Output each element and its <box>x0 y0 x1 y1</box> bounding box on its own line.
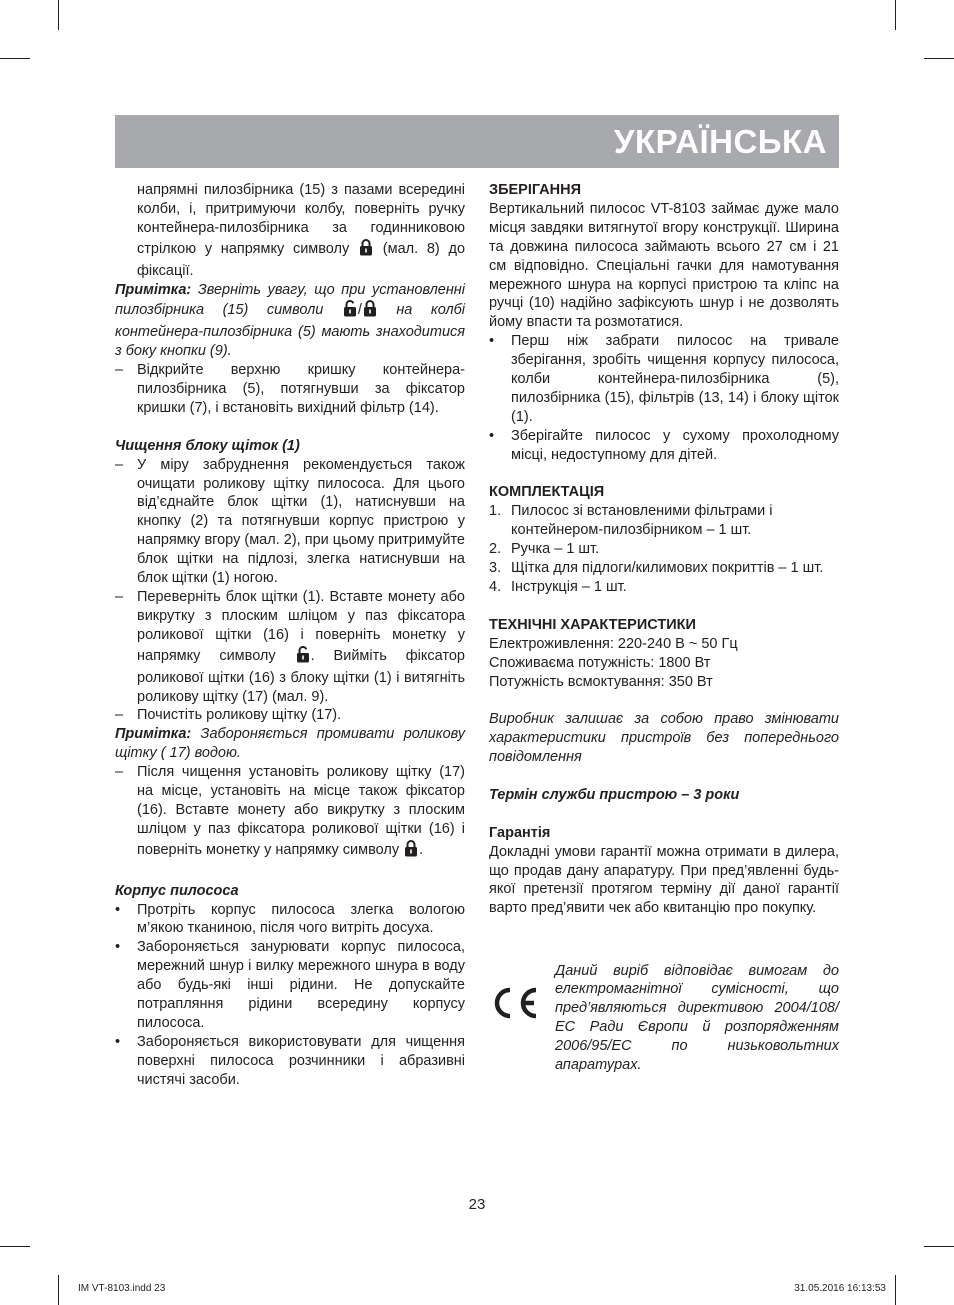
section-heading-specs: ТЕХНІЧНІ ХАРАКТЕРИСТИКИ <box>489 616 696 633</box>
lock-closed-icon <box>363 299 377 323</box>
list-item: • Протріть корпус пилососа злегка вологою м’якою тканиною, після чого витріть досуха. <box>115 901 465 937</box>
left-column <box>115 181 465 1090</box>
manufacturer-note: Виробник залишає за собою право змінювати характеристики пристроїв без попереднього повідомлення <box>489 711 839 766</box>
section-heading-storage: ЗБЕРІГАННЯ <box>489 182 582 198</box>
crop-mark <box>58 1275 59 1305</box>
list-item: • Зберігайте пилосос у сухому прохолодному місці, недоступному для дітей. <box>489 427 839 463</box>
kit-item: 2. Ручка – 1 шт. <box>489 541 600 558</box>
footer-date: 31.05.2016 16:13:53 <box>794 1283 886 1294</box>
lock-open-icon <box>343 299 357 323</box>
warranty-paragraph: Докладні умови гарантії можна отримати в дилера, що продав дану апаратуру. При пред’явленні будь-якої претензії протягом терміну дії даної гарантії варто пред’явити чек або квитанцію про покупку. <box>489 843 839 917</box>
note-2: Примітка: Забороняється промивати роликову щітку ( 17) водою. <box>115 726 465 762</box>
service-life: Термін служби пристрою – 3 роки <box>489 786 740 803</box>
lock-open-icon <box>296 645 310 669</box>
ce-mark-icon <box>490 985 542 1021</box>
crop-mark <box>895 0 896 30</box>
storage-paragraph: Вертикальний пилосос VT-8103 займає дуже мало місця завдяки витягнутої вгору конструкції. Ширина та довжина пилососа займають всього 27 см і 21 см відповідно. Спеціальні гачки для намотування мережного шнура на корпусі пристрою та кліпс на ручці (10) надійно зафіксують шнур і не дозволять йому впасти та розмотатися. <box>489 200 839 331</box>
section-heading-body: Корпус пилососа <box>115 882 239 899</box>
ce-compliance-text: Даний виріб відповідає вимогам до електромагнітної сумісності, що пред’являються директивою 2004/108/ ЕС Ради Європи й розпорядженням 2006/95/ЕС по низьковольтних апаратурах. <box>555 962 839 1074</box>
crop-mark <box>0 1246 30 1247</box>
list-item: – Почистіть роликову щітку (17). <box>115 707 342 724</box>
list-item: • Забороняється занурювати корпус пилососа, мережний шнур і вилку мережного шнура в воду або будь-які інші рідини. Не допускайте потрапляння рідини всередину корпусу пилососа. <box>115 939 465 1031</box>
list-item: – У міру забруднення рекомендується також очищати роликову щітку пилососа. Для цього від’єднайте блок щітки (1), натиснувши на кнопку (2) та потягнувши корпус пристрою у напрямку вгору (мал. 2), при цьому притримуйте блок щітки на підлозі, злегка натиснувши на блок щітки (1) ногою. <box>115 456 465 587</box>
section-heading-warranty: Гарантія <box>489 824 551 841</box>
list-item: – Відкрийте верхню кришку контейнера-пилозбірника (5), потягнувши за фіксатор кришки (7), і встановіть вихідний фільтр (14). <box>115 362 465 416</box>
crop-mark <box>924 58 954 59</box>
lock-closed-icon <box>404 839 418 863</box>
lock-closed-icon <box>359 238 373 262</box>
spec-line: Потужність всмоктування: 350 Вт <box>489 673 713 690</box>
kit-item: 4. Інструкція – 1 шт. <box>489 579 627 596</box>
kit-item: 1. Пилосос зі встановленими фільтрами і контейнером-пилозбірником – 1 шт. <box>489 503 773 539</box>
section-heading-kit: КОМПЛЕКТАЦІЯ <box>489 484 605 501</box>
spec-line: Споживаєма потужність: 1800 Вт <box>489 654 711 671</box>
language-title: УКРАЇНСЬКА <box>613 123 827 160</box>
spec-line: Електроживлення: 220-240 В ~ 50 Гц <box>489 635 738 652</box>
kit-item: 3. Щітка для підлоги/килимових покриттів – 1 шт. <box>489 560 824 577</box>
section-heading-brush: Чищення блоку щіток (1) <box>115 437 300 454</box>
note-1: Примітка: Зверніть увагу, що при установленні пилозбірника (15) символи / на колбі контейнера-пилозбірника (5) мають знаходитися з боку кнопки (9). <box>115 281 465 360</box>
footer-file-info: IM VT-8103.indd 23 <box>78 1283 166 1294</box>
intro-paragraph: напрямні пилозбірника (15) з пазами всередині колби, і, притримуючи колбу, поверніть ручку контейнера-пилозбірника за годинниковою стрілкою у напрямку символу (мал. 8) до фіксації. <box>137 182 466 279</box>
list-item: • Забороняється використовувати для чищення поверхні пилососа розчинники і абразивні чистячі засоби. <box>115 1033 465 1088</box>
page-number: 23 <box>468 1196 486 1213</box>
right-column <box>489 181 839 918</box>
crop-mark <box>924 1246 954 1247</box>
language-banner <box>115 115 839 168</box>
list-item: • Перш ніж забрати пилосос на тривале зберігання, зробіть чищення корпусу пилососа, колби контейнера-пилозбірника (5), пилозбірника (15), фільтрів (13, 14) і блоку щіток (1). <box>489 333 839 425</box>
list-item: – Після чищення установіть роликову щітку (17) на місце, установіть на місце також фіксатор (16). Вставте монету або викрутку з плоским шліцом у паз фіксатора роликової щітки (16) і поверніть монетку у напрямку символу . <box>115 763 465 863</box>
crop-mark <box>58 0 59 30</box>
crop-mark <box>895 1275 896 1305</box>
list-item: – Переверніть блок щітки (1). Вставте монету або викрутку з плоским шліцом у паз фіксатора роликової щітки (16) і поверніть монетку у напрямку символу . Вийміть фіксатор роликової щітки (16) з блоку щітки (1) і витягніть роликову щітку (17) (мал. 9). <box>115 589 466 705</box>
crop-mark <box>0 58 30 59</box>
